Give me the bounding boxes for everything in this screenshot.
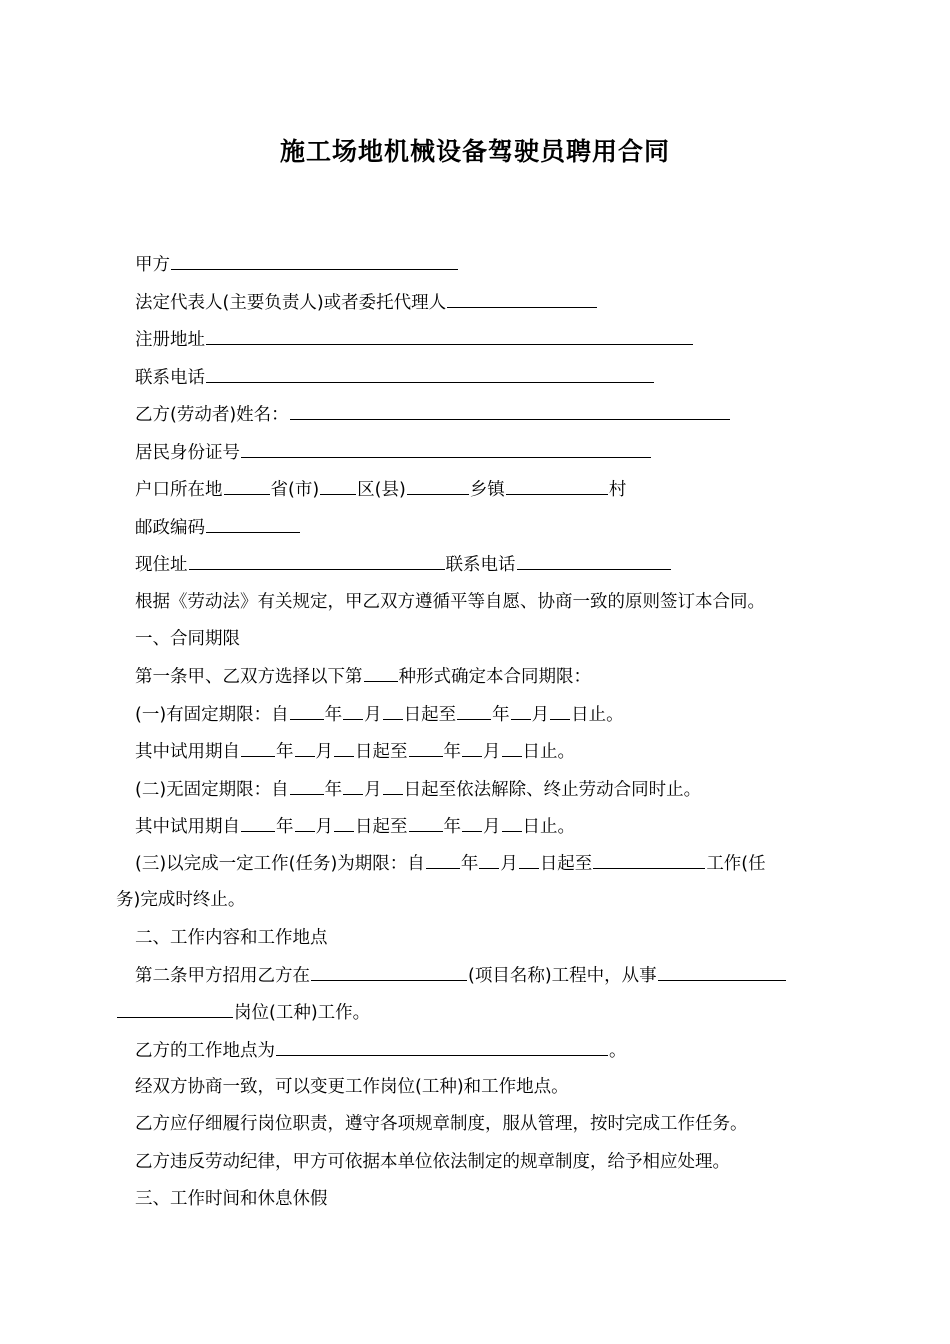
probation1-end-month-blank[interactable] — [462, 738, 482, 757]
representative-line: 法定代表人(主要负责人)或者委托代理人 — [135, 289, 598, 316]
section-3-heading: 三、工作时间和休息休假 — [135, 1189, 328, 1209]
article-1-line: 第一条甲、乙双方选择以下第 种形式确定本合同期限： — [135, 663, 591, 690]
party-a-phone-line: 联系电话 — [135, 364, 655, 391]
fixed-term-line: (一)有固定期限：自 年 月 日起至 年 月 日止。 — [135, 701, 624, 728]
probation-line-2: 其中试用期自 年 月 日起至 年 月 日止。 — [135, 813, 575, 840]
party-a-blank[interactable] — [171, 251, 458, 270]
intro-paragraph: 根据《劳动法》有关规定，甲乙双方遵循平等自愿、协商一致的原则签订本合同。 — [135, 592, 765, 612]
probation2-start-day-blank[interactable] — [334, 813, 354, 832]
project-name-blank[interactable] — [311, 962, 467, 981]
id-number-line: 居民身份证号 — [135, 439, 652, 466]
change-clause: 经双方协商一致，可以变更工作岗位(工种)和工作地点。 — [135, 1077, 569, 1097]
discipline-clause: 乙方违反劳动纪律，甲方可依据本单位依法制定的规章制度，给予相应处理。 — [135, 1152, 730, 1172]
hukou-province-blank[interactable] — [224, 476, 270, 495]
registered-address-line: 注册地址 — [135, 326, 694, 353]
task-start-day-blank[interactable] — [519, 850, 539, 869]
task-start-month-blank[interactable] — [479, 850, 499, 869]
work-location-blank[interactable] — [276, 1037, 608, 1056]
probation1-start-day-blank[interactable] — [334, 738, 354, 757]
fixed-end-year-blank[interactable] — [457, 701, 491, 720]
probation1-end-day-blank[interactable] — [502, 738, 522, 757]
fixed-end-month-blank[interactable] — [511, 701, 531, 720]
id-number-blank[interactable] — [241, 439, 651, 458]
article-2-line: 第二条甲方招用乙方在 (项目名称)工程中，从事 — [135, 962, 787, 989]
current-address-blank[interactable] — [189, 551, 445, 570]
task-start-year-blank[interactable] — [426, 850, 460, 869]
term-type-blank[interactable] — [364, 663, 398, 682]
task-name-blank[interactable] — [593, 850, 705, 869]
open-start-day-blank[interactable] — [383, 776, 403, 795]
probation1-end-year-blank[interactable] — [409, 738, 443, 757]
fixed-start-day-blank[interactable] — [383, 701, 403, 720]
fixed-start-month-blank[interactable] — [343, 701, 363, 720]
open-start-month-blank[interactable] — [343, 776, 363, 795]
probation2-start-month-blank[interactable] — [295, 813, 315, 832]
postcode-line: 邮政编码 — [135, 514, 301, 541]
task-term-line: (三)以完成一定工作(任务)为期限：自 年 月 日起至 工作(任 — [135, 850, 766, 877]
representative-blank[interactable] — [447, 289, 597, 308]
registered-address-blank[interactable] — [206, 326, 693, 345]
task-term-continuation: 务)完成时终止。 — [116, 890, 246, 910]
probation-line-1: 其中试用期自 年 月 日起至 年 月 日止。 — [135, 738, 575, 765]
party-a-line: 甲方 — [135, 251, 459, 278]
party-b-name-blank[interactable] — [290, 401, 730, 420]
probation2-end-year-blank[interactable] — [409, 813, 443, 832]
probation2-end-day-blank[interactable] — [502, 813, 522, 832]
duty-clause: 乙方应仔细履行岗位职责，遵守各项规章制度，服从管理，按时完成工作任务。 — [135, 1114, 748, 1134]
probation1-start-year-blank[interactable] — [241, 738, 275, 757]
fixed-start-year-blank[interactable] — [290, 701, 324, 720]
postcode-blank[interactable] — [206, 514, 300, 533]
job-blank-2[interactable] — [117, 999, 233, 1018]
hukou-village-blank[interactable] — [506, 476, 608, 495]
party-b-phone-blank[interactable] — [517, 551, 671, 570]
open-start-year-blank[interactable] — [290, 776, 324, 795]
party-a-phone-blank[interactable] — [206, 364, 654, 383]
hukou-town-blank[interactable] — [407, 476, 469, 495]
hukou-district-blank[interactable] — [320, 476, 356, 495]
party-b-name-line: 乙方(劳动者)姓名： — [135, 401, 731, 428]
article-2-continuation: 岗位(工种)工作。 — [116, 999, 370, 1026]
probation2-end-month-blank[interactable] — [462, 813, 482, 832]
job-blank-1[interactable] — [658, 962, 786, 981]
section-1-heading: 一、合同期限 — [135, 629, 240, 649]
document-title: 施工场地机械设备驾驶员聘用合同 — [279, 137, 670, 166]
fixed-end-day-blank[interactable] — [550, 701, 570, 720]
current-address-line: 现住址 联系电话 — [135, 551, 672, 578]
section-2-heading: 二、工作内容和工作地点 — [135, 928, 328, 948]
open-term-line: (二)无固定期限：自 年 月 日起至依法解除、终止劳动合同时止。 — [135, 776, 701, 803]
probation1-start-month-blank[interactable] — [295, 738, 315, 757]
work-location-line: 乙方的工作地点为 。 — [135, 1037, 627, 1064]
hukou-line: 户口所在地 省(市) 区(县) 乡镇 村 — [135, 476, 626, 503]
probation2-start-year-blank[interactable] — [241, 813, 275, 832]
